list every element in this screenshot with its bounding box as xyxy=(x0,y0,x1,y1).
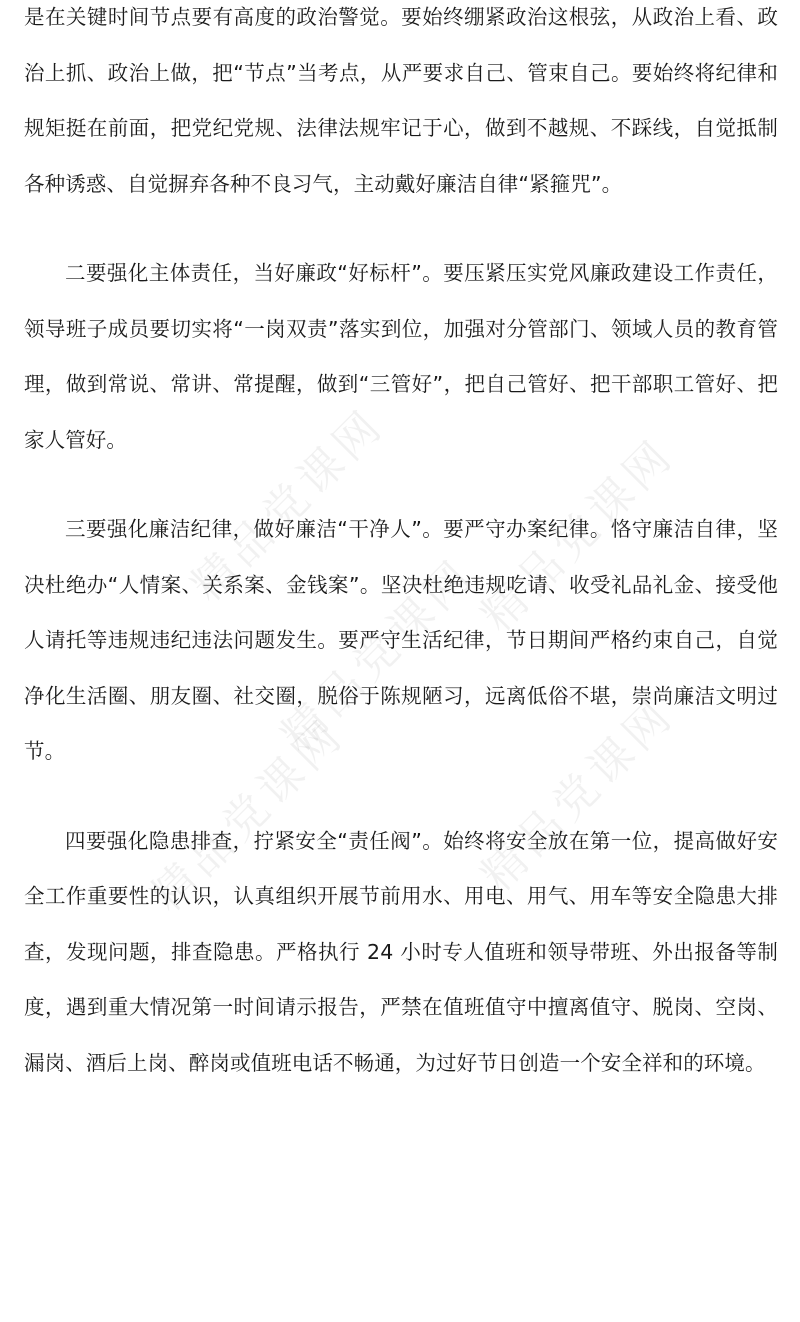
watermark: 精品党课网 xyxy=(141,708,355,922)
paragraph-continuation: 是在关键时间节点要有高度的政治警觉。要始终绷紧政治这根弦，从政治上看、政治上抓、政治上做，把“节点”当考点，从严要求自己、管束自己。要始终将纪律和规矩挺在前面，把党纪党规、法律法规牢记于心，做到不越规、不踩线，自觉抵制各种诱惑、自觉摒弃各种不良习气，主动戴好廉洁自律“紧箍咒”。 xyxy=(24,5,778,196)
watermark: 精品党课网 xyxy=(471,688,685,902)
paragraph-safety-inspection: 四要强化隐患排查，拧紧安全“责任阀”。始终将安全放在第一位，提高做好安全工作重要性的认识，认真组织开展节前用水、用电、用气、用车等安全隐患大排查，发现问题，排查隐患。严格执行 24 小时专人值班和领导带班、外出报备等制度，遇到重大情况第一时间请示报告，严禁在值班值守中擅离值守、脱岗、空岗、漏岗、酒后上岗、醉岗或值班电话不畅通，为过好节日创造一个安全祥和的环境。 xyxy=(24,828,778,1075)
paragraph-gap xyxy=(24,780,778,814)
paragraph-gap xyxy=(24,212,778,246)
watermark: 精品党课网 xyxy=(471,428,685,642)
watermark: 精品党课网 xyxy=(271,548,485,762)
document-body xyxy=(24,0,778,1091)
paragraph-integrity-discipline: 三要强化廉洁纪律，做好廉洁“干净人”。要严守办案纪律。恪守廉洁自律，坚决杜绝办“人情案、关系案、金钱案”。坚决杜绝违规吃请、收受礼品礼金、接受他人请托等违规违纪违法问题发生。要严守生活纪律，节日期间严格约束自己，自觉净化生活圈、朋友圈、社交圈，脱俗于陈规陋习，远离低俗不堪，崇尚廉洁文明过节。 xyxy=(24,517,778,763)
paragraph-main-responsibility: 二要强化主体责任，当好廉政“好标杆”。要压紧压实党风廉政建设工作责任，领导班子成员要切实将“一岗双责”落实到位，加强对分管部门、领域人员的教育管理，做到常说、常讲、常提醒，做到“三管好”，把自己管好、把干部职工管好、把家人管好。 xyxy=(24,261,778,452)
watermark: 精品党课网 xyxy=(181,398,395,612)
paragraph-gap xyxy=(24,468,778,502)
